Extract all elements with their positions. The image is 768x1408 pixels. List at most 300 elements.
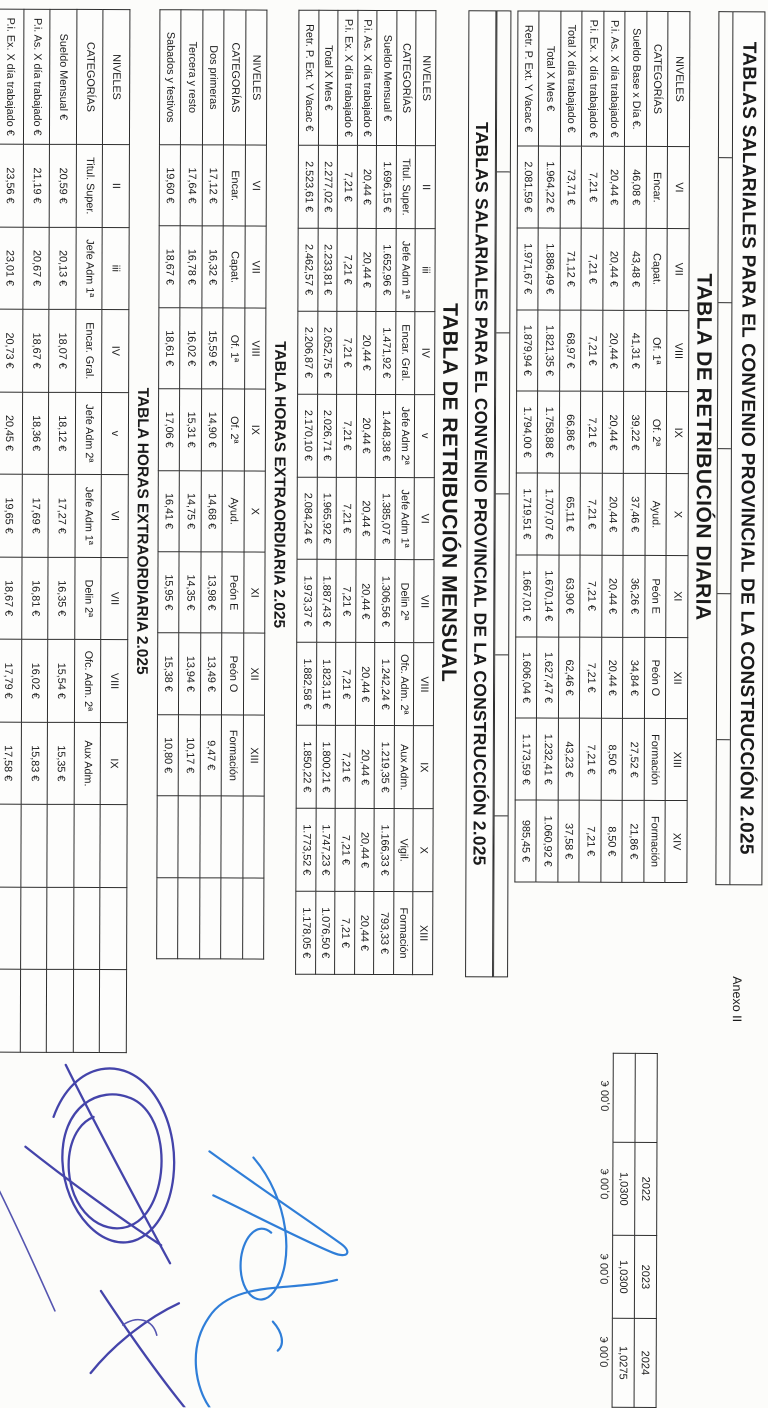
zero-amount: 0,00 € <box>599 1080 612 1112</box>
cell: 20,13 € <box>49 227 76 310</box>
cell: 17,12 € <box>202 145 224 226</box>
cell: 1.794,00 € <box>516 391 538 473</box>
cell: iii <box>415 229 435 312</box>
cell: 8,50 € <box>601 800 623 882</box>
overtime-workers-title: TABLA HORAS EXTRAORDIARIA 2.025 <box>270 341 289 629</box>
year-factors-table <box>612 1053 658 1408</box>
cell: 2.026,71 € <box>317 394 337 477</box>
cell: Encar. Gral. <box>76 309 103 392</box>
cell: Peón E <box>645 555 667 637</box>
cell: VIII <box>101 640 128 723</box>
cell <box>221 796 243 877</box>
cell: Formación <box>222 715 244 796</box>
row-label: Sueldo Mensual € <box>50 9 77 144</box>
row-label: Total X Mes € <box>539 11 561 146</box>
cell: Of. 2ª <box>223 389 245 470</box>
cell: Aux Adm. <box>394 726 414 809</box>
table-row <box>515 11 540 882</box>
cell <box>0 887 21 970</box>
table-row <box>200 10 225 959</box>
cell: 7,21 € <box>582 146 604 228</box>
cell: 13,98 € <box>201 552 223 633</box>
second-title-band <box>465 10 496 977</box>
cell: 14,35 € <box>179 552 201 633</box>
cell: 1.178,05 € <box>296 891 316 974</box>
cell: Vigil. <box>394 809 414 892</box>
cell: 7,21 € <box>581 391 603 473</box>
cell: IV <box>102 310 129 393</box>
table-row <box>296 10 319 974</box>
row-label: NIVELES <box>668 11 690 146</box>
cell <box>47 970 74 1053</box>
cell: 1.627,47 € <box>537 637 559 719</box>
cell: 1.850,22 € <box>297 725 317 808</box>
cell: 2.462,57 € <box>298 228 318 311</box>
cell: 9,47 € <box>200 715 222 796</box>
cell <box>221 877 243 959</box>
table-row <box>394 11 417 975</box>
cell: 1.448,38 € <box>376 394 396 477</box>
cell: 17,64 € <box>181 145 203 226</box>
cell: 63,90 € <box>559 555 581 637</box>
cell: 7,21 € <box>335 891 355 974</box>
cell: 20,44 € <box>356 560 376 643</box>
table-row <box>355 10 378 974</box>
cell: II <box>416 146 436 229</box>
cell: 1.800,21 € <box>316 726 336 809</box>
cell: XII <box>666 637 688 719</box>
cell: 10,80 € <box>157 714 179 795</box>
cell: 2023 <box>634 1235 656 1318</box>
cell: 17,69 € <box>22 474 49 557</box>
cell: 1.173,59 € <box>515 718 537 800</box>
cell: 18,67 € <box>159 226 181 307</box>
row-label: NIVELES <box>416 11 436 146</box>
cell: 1.652,96 € <box>376 228 396 311</box>
cell: 43,23 € <box>558 718 580 800</box>
overtime-staff-table <box>0 9 130 1053</box>
cell: 793,33 € <box>374 891 394 974</box>
cell <box>157 796 179 877</box>
table-row <box>221 10 246 959</box>
row-label <box>635 1053 657 1142</box>
cell: Ofc. Adm. 2ª <box>394 643 414 726</box>
cell: 7,21 € <box>581 310 603 392</box>
cell: 7,21 € <box>581 228 603 310</box>
cell: Peón O <box>222 633 244 714</box>
cell: VIII <box>667 310 689 392</box>
cell: 13,49 € <box>200 633 222 714</box>
cell: 17,58 € <box>0 722 21 805</box>
cell: 1.758,88 € <box>538 391 560 473</box>
cell: 73,71 € <box>560 146 582 228</box>
cell: VII <box>414 560 434 643</box>
row-label <box>613 1053 635 1142</box>
cell: 1.882,58 € <box>297 643 317 726</box>
cell: VI <box>102 475 129 558</box>
row-label: CATEGORÍAS <box>76 9 103 144</box>
cell: 20,44 € <box>357 145 377 228</box>
cell: 20,44 € <box>601 637 623 719</box>
cell: Formación <box>644 719 666 801</box>
cell: 20,44 € <box>356 394 376 477</box>
cell: Encar. Gral. <box>396 311 416 394</box>
row-label: Tercera y resto <box>181 10 203 145</box>
cell: 18,67 € <box>0 557 22 640</box>
cell: 20,67 € <box>23 227 50 310</box>
cell: IX <box>101 722 128 805</box>
signature-scribble-light <box>196 1151 348 1408</box>
row-label: Retr. P. Ext. Y Vacac € <box>299 10 319 145</box>
cell: 20,44 € <box>603 146 625 228</box>
table-row <box>374 10 397 974</box>
table-row <box>634 1053 657 1407</box>
cell <box>74 887 101 970</box>
cell: 34,84 € <box>623 637 645 719</box>
cell: v <box>415 394 435 477</box>
cell: 46,08 € <box>625 146 647 228</box>
table-row <box>413 11 436 975</box>
cell: XIII <box>413 892 433 975</box>
cell: 1.747,23 € <box>316 808 336 891</box>
cell: 1.670,14 € <box>537 555 559 637</box>
cell: v <box>102 392 129 475</box>
cell: XIII <box>666 719 688 801</box>
cell: 7,21 € <box>580 555 602 637</box>
cell: 20,44 € <box>357 228 377 311</box>
cell: 20,44 € <box>355 809 375 892</box>
cell: 20,73 € <box>0 309 23 392</box>
monthly-table-subtitle: TABLA DE RETRIBUCIÓN MENSUAL <box>437 303 462 683</box>
cell: 23,01 € <box>0 227 23 310</box>
overtime-staff-title: TABLA HORAS EXTRAORDIARIA 2.025 <box>133 387 152 675</box>
cell: 7,21 € <box>580 719 602 801</box>
row-label: P.i. Ex. X día trabajado € <box>0 9 24 144</box>
cell: 37,58 € <box>558 800 580 882</box>
table-row <box>0 9 24 1052</box>
zero-amounts-row <box>595 1053 616 1395</box>
cell: 7,21 € <box>337 228 357 311</box>
cell: VIII <box>414 643 434 726</box>
cell: Jefe Adm 1ª <box>75 475 102 558</box>
row-label: Sabados y festivos <box>159 10 181 145</box>
cell <box>157 877 179 959</box>
table-row <box>178 10 203 959</box>
cell: 15,35 € <box>48 722 75 805</box>
cell: 16,02 € <box>21 639 48 722</box>
row-label: NIVELES <box>103 10 130 145</box>
cell: 16,32 € <box>202 226 224 307</box>
cell: 16,35 € <box>48 557 75 640</box>
cell: 1.719,51 € <box>516 473 538 555</box>
cell: VII <box>101 557 128 640</box>
table-row <box>558 11 583 882</box>
cell: 1.232,41 € <box>537 718 559 800</box>
zero-amount-cell <box>595 1229 615 1309</box>
cell: 18,12 € <box>49 392 76 475</box>
cell: XIV <box>665 801 687 883</box>
cell: XII <box>243 633 265 714</box>
cell: 2022 <box>635 1142 657 1235</box>
cell: 1.971,67 € <box>517 228 539 310</box>
cell: 10,17 € <box>179 715 201 796</box>
row-label: CATEGORÍAS <box>396 11 416 146</box>
cell: 1,0300 <box>613 1142 635 1235</box>
cell: XI <box>244 552 266 633</box>
zero-amount-cell <box>595 1309 615 1395</box>
cell: Titul. Super. <box>396 146 416 229</box>
cell: 16,41 € <box>158 470 180 551</box>
row-label: Sueldo Base x Día €. <box>625 11 647 146</box>
row-label: Retr. P. Ext. Y Vacac € <box>517 11 539 146</box>
cell <box>100 805 127 888</box>
cell: 1,0300 <box>612 1235 634 1318</box>
row-label: P.i. As. X día trabajado € <box>603 11 625 146</box>
cell: 1.823,11 € <box>316 643 336 726</box>
cell: 19,60 € <box>159 145 181 226</box>
row-label: P.i. As. X día trabajado € <box>23 9 50 144</box>
cell <box>178 796 200 877</box>
daily-table-subtitle: TABLA DE RETRIBUCIÓN DIARIA <box>691 273 716 621</box>
table-row <box>579 11 604 882</box>
cell: 7,21 € <box>336 560 356 643</box>
cell: Titul. Super. <box>76 144 103 227</box>
cell: 15,95 € <box>158 552 180 633</box>
cell: 8,50 € <box>601 719 623 801</box>
monthly-retribution-table <box>296 10 437 975</box>
cell: 1.606,04 € <box>515 637 537 719</box>
table-row <box>665 11 690 882</box>
cell: Delin 2ª <box>395 560 415 643</box>
row-label: Dos primeras <box>202 10 224 145</box>
cell: Jefe Adm 1ª <box>76 227 103 310</box>
signature-scribble-dark <box>0 1065 174 1312</box>
cell: Peón E <box>222 552 244 633</box>
cell: 23,56 € <box>0 144 23 227</box>
main-title: TABLAS SALARIALES PARA EL CONVENIO PROVINCIAL DE LA CONSTRUCCIÓN 2.025 <box>735 41 760 855</box>
cell: 68,97 € <box>560 310 582 392</box>
cell: II <box>103 145 130 228</box>
cell: 18,36 € <box>22 392 49 475</box>
cell: 14,90 € <box>201 389 223 470</box>
cell: XI <box>666 555 688 637</box>
row-label: CATEGORÍAS <box>224 10 246 145</box>
cell <box>47 887 74 970</box>
table-row <box>20 9 50 1052</box>
cell: IV <box>415 311 435 394</box>
cell: Capat. <box>646 228 668 310</box>
cell: 21,19 € <box>23 144 50 227</box>
cell: Delin 2ª <box>75 557 102 640</box>
cell <box>21 804 48 887</box>
row-label: P.i. As. X día trabajado € <box>357 10 377 145</box>
cell: 39,22 € <box>624 392 646 474</box>
row-label: Sueldo Mensual € <box>377 10 397 145</box>
row-label: NIVELES <box>245 10 267 145</box>
cell: 1,0275 <box>612 1318 634 1407</box>
cell: VI <box>415 477 435 560</box>
cell: 41,31 € <box>624 310 646 392</box>
cell: 1.076,50 € <box>316 891 336 974</box>
cell: 7,21 € <box>336 643 356 726</box>
overtime-workers-table <box>156 9 268 959</box>
cell: VII <box>245 226 267 307</box>
cell: 15,31 € <box>180 389 202 470</box>
cell: 19,65 € <box>0 474 22 557</box>
cell: 43,48 € <box>624 228 646 310</box>
row-label: Total X día trabajado € <box>560 11 582 146</box>
table-row <box>536 11 561 882</box>
cell: 18,67 € <box>23 309 50 392</box>
cell: Of. 1ª <box>646 310 668 392</box>
tables-column <box>0 9 767 1056</box>
cell: VI <box>245 145 267 226</box>
cell: Jefe Adm 2ª <box>395 394 415 477</box>
cell <box>73 970 100 1053</box>
cell: 7,21 € <box>335 808 355 891</box>
cell: Formación <box>394 892 414 975</box>
zero-amount: 0,00 € <box>599 1168 612 1200</box>
cell: 1.696,15 € <box>377 145 397 228</box>
cell: 66,86 € <box>559 391 581 473</box>
cell: 2.084,24 € <box>298 477 318 560</box>
cell: XIII <box>243 715 265 796</box>
cell: Aux Adm. <box>74 722 101 805</box>
row-label: CATEGORÍAS <box>646 11 668 146</box>
cell: VII <box>667 228 689 310</box>
cell: 65,11 € <box>559 473 581 555</box>
cell: 20,44 € <box>357 311 377 394</box>
cell: 18,07 € <box>49 309 76 392</box>
cell: Capat. <box>223 226 245 307</box>
cell: 20,44 € <box>355 726 375 809</box>
cell: 7,21 € <box>337 394 357 477</box>
table-row <box>316 10 339 974</box>
cell: 21,86 € <box>622 800 644 882</box>
cell: Encar. <box>224 145 246 226</box>
cell: Peón O <box>644 637 666 719</box>
cell: 20,44 € <box>603 228 625 310</box>
cell: 2.052,75 € <box>318 311 338 394</box>
cell: 17,79 € <box>0 639 22 722</box>
cell: 15,54 € <box>48 640 75 723</box>
cell: 18,61 € <box>159 307 181 388</box>
zero-amount: 0,00 € <box>598 1336 611 1368</box>
cell: 16,78 € <box>180 226 202 307</box>
row-label: P.i. Ex. X día trabajado € <box>582 11 604 146</box>
cell: 2.523,61 € <box>299 145 319 228</box>
cell: 36,26 € <box>623 555 645 637</box>
cell: 1.306,56 € <box>375 560 395 643</box>
cell: 17,06 € <box>158 389 180 470</box>
annex-label: Anexo II <box>729 976 745 1023</box>
cell: 17,27 € <box>49 474 76 557</box>
cell: Ayud. <box>645 473 667 555</box>
cell <box>100 970 127 1053</box>
cell: 20,44 € <box>602 555 624 637</box>
table-row <box>243 10 268 959</box>
cell: 1.887,43 € <box>317 560 337 643</box>
second-title: TABLAS SALARIALES PARA EL CONVENIO PROVINCIAL DE LA CONSTRUCCIÓN 2.025 <box>469 122 493 866</box>
cell: 2.081,59 € <box>517 146 539 228</box>
table-row <box>644 11 669 882</box>
cell <box>243 796 265 877</box>
cell <box>0 969 21 1052</box>
cell: 7,21 € <box>579 800 601 882</box>
cell: 7,21 € <box>336 726 356 809</box>
row-label: Total X Mes € <box>318 10 338 145</box>
cell: VIII <box>245 308 267 389</box>
zero-amount-cell <box>595 1139 615 1229</box>
cell: 14,68 € <box>201 470 223 551</box>
cell: 20,45 € <box>0 392 23 475</box>
table-row <box>622 11 647 882</box>
cell: X <box>244 471 266 552</box>
cell: iii <box>102 227 129 310</box>
daily-retribution-table <box>514 10 690 883</box>
cell <box>200 796 222 877</box>
cell: 1.965,92 € <box>317 477 337 560</box>
cell: Of. 1ª <box>223 308 245 389</box>
zero-amount-cell <box>595 1053 615 1139</box>
cell: 985,45 € <box>515 800 537 882</box>
cell <box>47 805 74 888</box>
cell: 2024 <box>634 1318 656 1407</box>
cell: X <box>413 809 433 892</box>
cell: 1.471,92 € <box>376 311 396 394</box>
cell: Jefe Adm 1ª <box>396 228 416 311</box>
cell: 1.385,07 € <box>376 477 396 560</box>
cell <box>0 804 21 887</box>
cell: Ofc. Adm. 2ª <box>74 640 101 723</box>
table-row <box>335 10 358 974</box>
table-row <box>157 10 182 959</box>
cell: 2.277,02 € <box>318 145 338 228</box>
cell: 1.242,24 € <box>375 643 395 726</box>
cell: 71,12 € <box>560 228 582 310</box>
table-row <box>47 9 77 1052</box>
cell: 20,44 € <box>602 392 624 474</box>
cell: 20,44 € <box>602 473 624 555</box>
cell: Jefe Adm 1ª <box>395 477 415 560</box>
cell: 2.233,81 € <box>318 228 338 311</box>
cell: 1.219,35 € <box>375 726 395 809</box>
cell: Of. 2ª <box>645 392 667 474</box>
cell: Ayud. <box>223 471 245 552</box>
cell: Encar. <box>646 146 668 228</box>
cell: 1.707,07 € <box>538 473 560 555</box>
cell: IX <box>244 389 266 470</box>
cell: 16,81 € <box>22 557 49 640</box>
cell: Jefe Adm 2ª <box>75 392 102 475</box>
cell: Formación <box>644 801 666 883</box>
cell <box>74 805 101 888</box>
cell <box>243 878 265 960</box>
cell: 1.886,49 € <box>538 228 560 310</box>
cell: 2.206,87 € <box>298 311 318 394</box>
cell: 37,46 € <box>624 473 646 555</box>
cell: IX <box>667 392 689 474</box>
cell: VI <box>668 146 690 228</box>
cell: 20,59 € <box>50 144 77 227</box>
cell: 1.879,94 € <box>517 309 539 391</box>
table-row <box>100 10 130 1053</box>
cell: 20,44 € <box>355 643 375 726</box>
cell: 14,75 € <box>180 470 202 551</box>
cell: 62,46 € <box>558 637 580 719</box>
cell: 20,44 € <box>355 891 375 974</box>
cell: 13,94 € <box>179 633 201 714</box>
